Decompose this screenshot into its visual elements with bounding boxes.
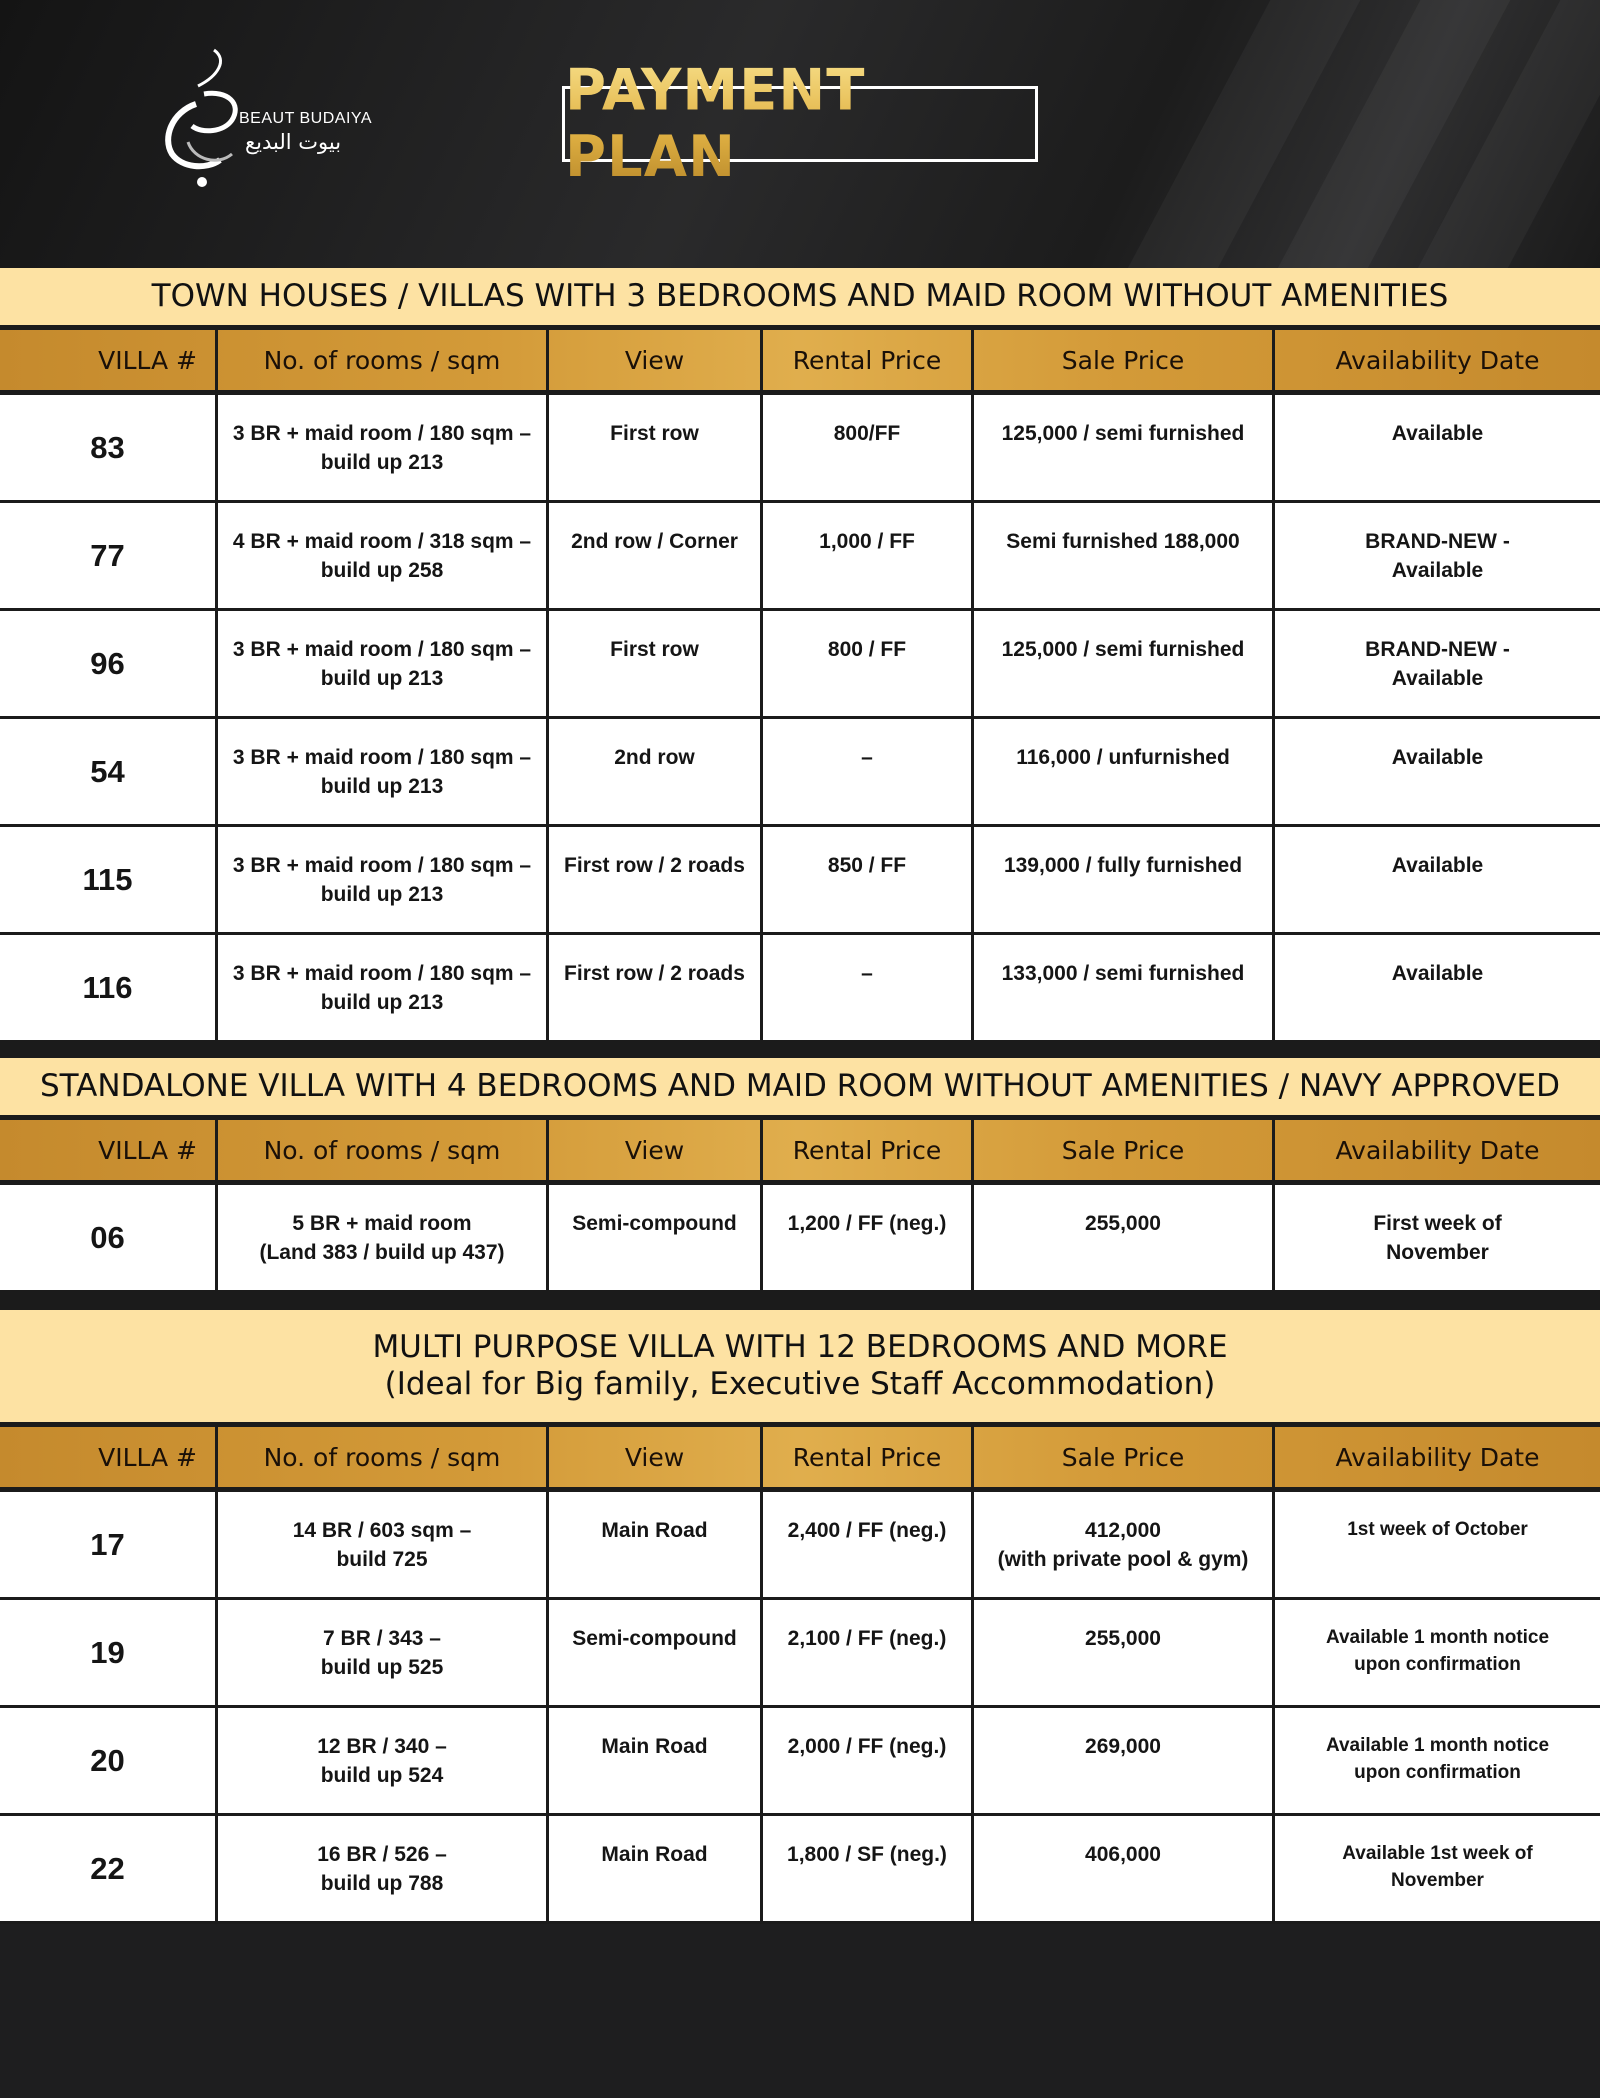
availability-cell: 1st week of October — [1347, 1519, 1528, 1540]
villa-number: 77 — [0, 503, 218, 608]
table-header-row — [0, 1422, 1600, 1492]
column-header-sale: Sale Price — [974, 330, 1275, 390]
view-cell: 2nd row — [549, 719, 763, 824]
view-cell: First row / 2 roads — [549, 827, 763, 932]
rooms-cell: 3 BR + maid room / 180 sqm – build up 213 — [218, 827, 549, 932]
table-row — [0, 719, 1600, 827]
rooms-cell: 7 BR / 343 – build up 525 — [218, 1600, 549, 1705]
section-title — [0, 268, 1600, 325]
rental-cell: 800 / FF — [763, 611, 974, 716]
view-cell: Main Road — [549, 1816, 763, 1921]
section-subtitle-text: (Ideal for Big family, Executive Staff Accommodation) — [384, 1366, 1216, 1402]
rental-cell: 800/FF — [763, 395, 974, 500]
table-row — [0, 395, 1600, 503]
section-title — [0, 1058, 1600, 1115]
column-header-villa: VILLA # — [0, 1120, 218, 1180]
table-row — [0, 503, 1600, 611]
rental-cell: 850 / FF — [763, 827, 974, 932]
column-header-availability: Availability Date — [1335, 1442, 1540, 1472]
villa-number: 22 — [0, 1816, 218, 1921]
villa-number: 54 — [0, 719, 218, 824]
availability-cell: Available — [1391, 422, 1484, 445]
page-title-box — [562, 57, 1038, 191]
sale-cell: 406,000 — [974, 1816, 1275, 1921]
rooms-cell: 3 BR + maid room / 180 sqm – build up 213 — [218, 611, 549, 716]
column-header-villa: VILLA # — [0, 330, 218, 390]
view-cell: Main Road — [549, 1708, 763, 1813]
rooms-cell: 3 BR + maid room / 180 sqm – build up 213 — [218, 395, 549, 500]
table-header-row — [0, 325, 1600, 395]
villa-number: 116 — [0, 935, 218, 1040]
column-header-rooms: No. of rooms / sqm — [218, 330, 549, 390]
villa-number: 20 — [0, 1708, 218, 1813]
section-title-text: MULTI PURPOSE VILLA WITH 12 BEDROOMS AND MORE — [372, 1329, 1228, 1365]
table-row — [0, 1816, 1600, 1924]
availability-cell: First week of November — [1373, 1212, 1502, 1264]
section-title-text: TOWN HOUSES / VILLAS WITH 3 BEDROOMS AND MAID ROOM WITHOUT AMENITIES — [151, 278, 1449, 314]
villa-number: 17 — [0, 1492, 218, 1597]
column-header-view: View — [549, 1427, 763, 1487]
section-divider — [0, 1293, 1600, 1310]
page-title: PAYMENT PLAN — [565, 58, 1035, 191]
availability-cell: BRAND-NEW - Available — [1365, 638, 1510, 690]
rooms-cell: 14 BR / 603 sqm – build 725 — [218, 1492, 549, 1597]
view-cell: First row / 2 roads — [549, 935, 763, 1040]
column-header-view: View — [549, 1120, 763, 1180]
column-header-view: View — [549, 330, 763, 390]
column-header-rental: Rental Price — [763, 330, 974, 390]
column-header-sale: Sale Price — [974, 1427, 1275, 1487]
header-banner — [0, 0, 1600, 268]
sale-cell: 139,000 / fully furnished — [974, 827, 1275, 932]
availability-cell: Available — [1391, 854, 1484, 877]
sale-cell: 412,000 (with private pool & gym) — [974, 1492, 1275, 1597]
table-header-row — [0, 1115, 1600, 1185]
table-row — [0, 935, 1600, 1043]
rental-cell: – — [763, 719, 974, 824]
availability-cell: Available — [1391, 746, 1484, 769]
table-row — [0, 1600, 1600, 1708]
sale-cell: 133,000 / semi furnished — [974, 935, 1275, 1040]
table-row — [0, 827, 1600, 935]
sale-cell: Semi furnished 188,000 — [974, 503, 1275, 608]
rooms-cell: 5 BR + maid room (Land 383 / build up 437) — [218, 1185, 549, 1290]
rental-cell: – — [763, 935, 974, 1040]
view-cell: 2nd row / Corner — [549, 503, 763, 608]
villa-number: 115 — [0, 827, 218, 932]
availability-cell: Available 1 month notice upon confirmation — [1325, 1627, 1550, 1675]
column-header-rental: Rental Price — [763, 1427, 974, 1487]
table-row — [0, 1492, 1600, 1600]
view-cell: Main Road — [549, 1492, 763, 1597]
column-header-availability: Availability Date — [1335, 1135, 1540, 1165]
sale-cell: 255,000 — [974, 1185, 1275, 1290]
rental-cell: 1,800 / SF (neg.) — [763, 1816, 974, 1921]
section-divider — [0, 1043, 1600, 1058]
view-cell: Semi-compound — [549, 1600, 763, 1705]
villa-number: 06 — [0, 1185, 218, 1290]
rental-cell: 2,400 / FF (neg.) — [763, 1492, 974, 1597]
rooms-cell: 4 BR + maid room / 318 sqm – build up 258 — [218, 503, 549, 608]
section-town-houses — [0, 268, 1600, 1043]
rental-cell: 1,000 / FF — [763, 503, 974, 608]
column-header-rental: Rental Price — [763, 1120, 974, 1180]
view-cell: First row — [549, 395, 763, 500]
sale-cell: 125,000 / semi furnished — [974, 611, 1275, 716]
rental-cell: 1,200 / FF (neg.) — [763, 1185, 974, 1290]
sale-cell: 269,000 — [974, 1708, 1275, 1813]
sale-cell: 125,000 / semi furnished — [974, 395, 1275, 500]
rooms-cell: 12 BR / 340 – build up 524 — [218, 1708, 549, 1813]
rooms-cell: 16 BR / 526 – build up 788 — [218, 1816, 549, 1921]
section-multi-purpose-villa — [0, 1310, 1600, 1924]
availability-cell: BRAND-NEW - Available — [1365, 530, 1510, 582]
section-title — [0, 1310, 1600, 1422]
column-header-rooms: No. of rooms / sqm — [218, 1427, 549, 1487]
column-header-availability: Availability Date — [1335, 345, 1540, 375]
view-cell: First row — [549, 611, 763, 716]
view-cell: Semi-compound — [549, 1185, 763, 1290]
column-header-rooms: No. of rooms / sqm — [218, 1120, 549, 1180]
brand-name-arabic: بيوت البديع — [245, 130, 342, 154]
rooms-cell: 3 BR + maid room / 180 sqm – build up 213 — [218, 935, 549, 1040]
column-header-villa: VILLA # — [0, 1427, 218, 1487]
table-row — [0, 1185, 1600, 1293]
sale-cell: 116,000 / unfurnished — [974, 719, 1275, 824]
villa-number: 83 — [0, 395, 218, 500]
sale-cell: 255,000 — [974, 1600, 1275, 1705]
table-row — [0, 1708, 1600, 1816]
brand-name-english: BEAUT BUDAIYA — [239, 110, 373, 127]
rental-cell: 2,000 / FF (neg.) — [763, 1708, 974, 1813]
rooms-cell: 3 BR + maid room / 180 sqm – build up 213 — [218, 719, 549, 824]
villa-number: 19 — [0, 1600, 218, 1705]
availability-cell: Available 1st week of November — [1342, 1843, 1533, 1891]
availability-cell: Available 1 month notice upon confirmation — [1325, 1735, 1550, 1783]
column-header-sale: Sale Price — [974, 1120, 1275, 1180]
section-title-text: STANDALONE VILLA WITH 4 BEDROOMS AND MAID ROOM WITHOUT AMENITIES / NAVY APPROVED — [39, 1068, 1561, 1104]
section-standalone-villa — [0, 1058, 1600, 1293]
rental-cell: 2,100 / FF (neg.) — [763, 1600, 974, 1705]
villa-number: 96 — [0, 611, 218, 716]
availability-cell: Available — [1391, 962, 1484, 985]
table-row — [0, 611, 1600, 719]
